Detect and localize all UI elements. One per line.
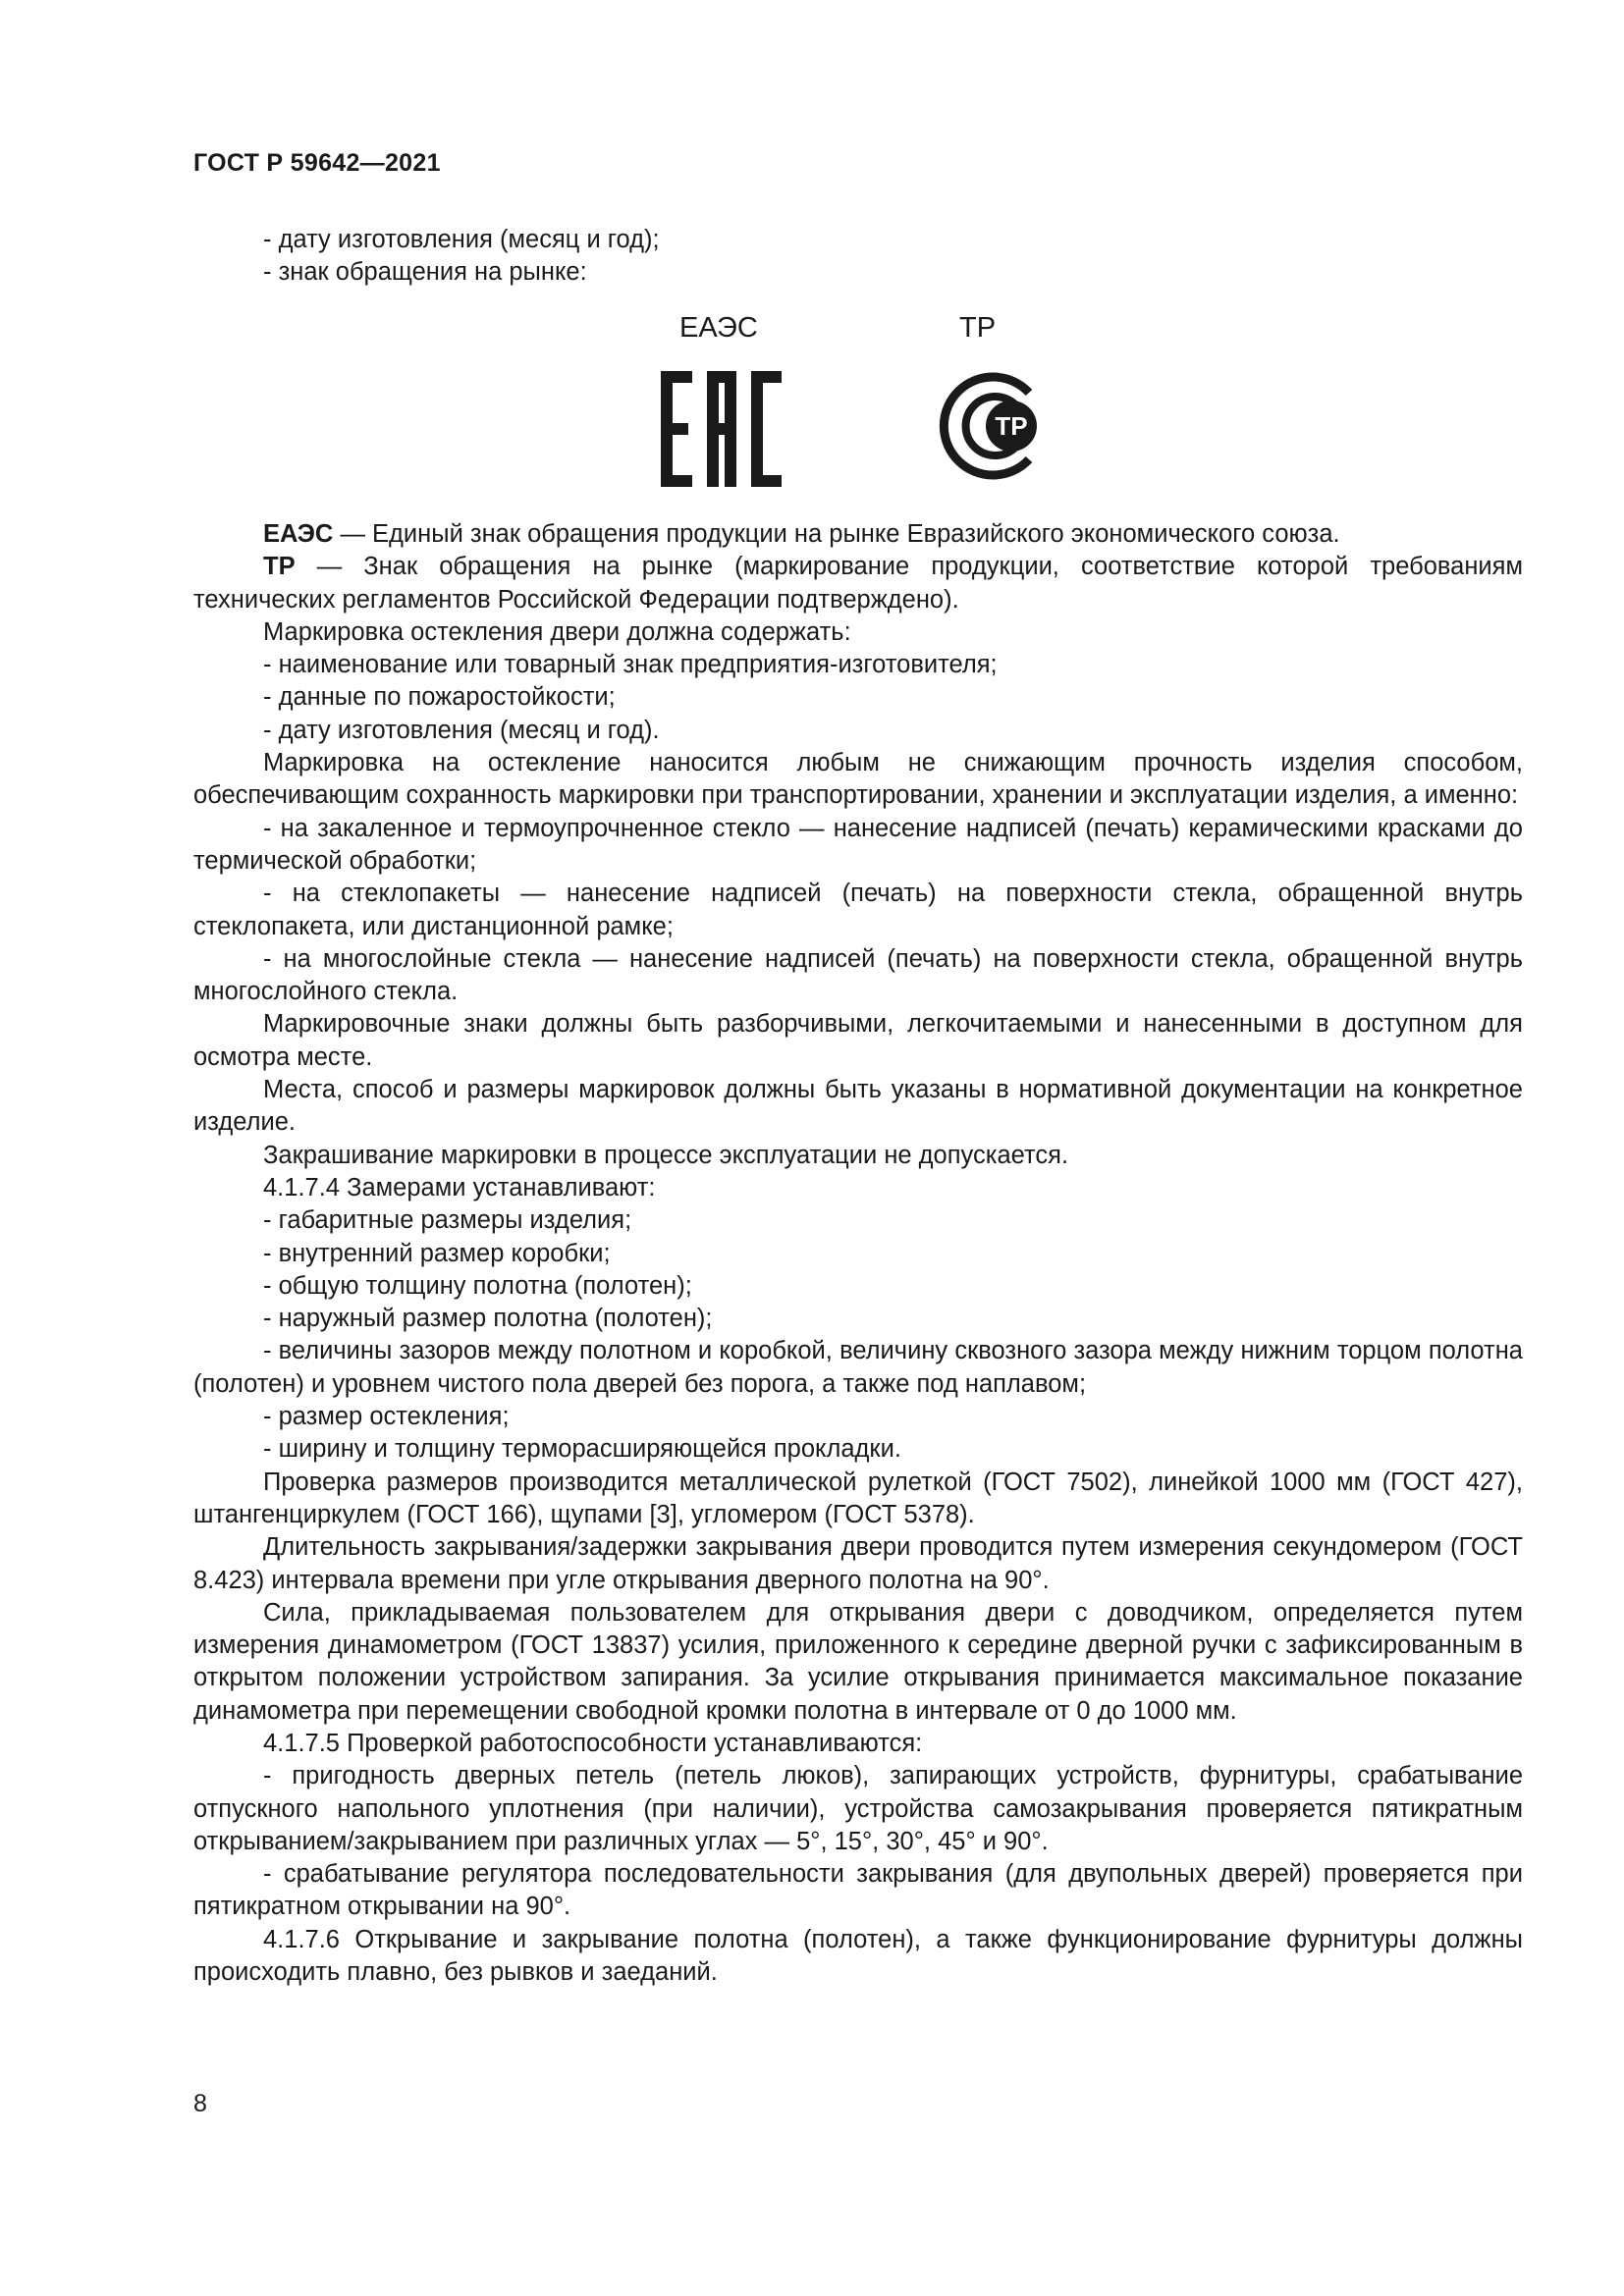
list-item: - наружный размер полотна (полотен); <box>263 1305 713 1333</box>
list-item: - на многослойные стекла — нанесение надписей (печать) на поверхности стекла, обращенной внутрь многослойного стекла. <box>193 944 1523 1006</box>
list-item: - наименование или товарный знак предприятия-изготовителя; <box>263 651 998 679</box>
eaes-term: ЕАЭС <box>263 520 334 548</box>
list-item: - данные по пожаростойкости; <box>263 683 616 712</box>
paragraph: Закрашивание маркировки в процессе эксплуатации не допускается. <box>263 1141 1069 1169</box>
list-item: - пригодность дверных петель (петель люков), запирающих устройств, фурнитуры, срабатывание отпускного напольного уплотнения (при наличии), устройства самозакрывания проверяется пятикратным открыванием/закрыванием при различных углах — 5°, 15°, 30°, 45° и 90°. <box>193 1762 1523 1855</box>
eac-logo-icon <box>658 371 795 487</box>
document-code-header: ГОСТ Р 59642—2021 <box>193 149 441 177</box>
tr-mark-label: ТР <box>959 312 997 344</box>
list-item: - дату изготовления (месяц и год); <box>263 226 660 253</box>
list-item: - срабатывание регулятора последовательности закрывания (для двупольных дверей) проверяется при пятикратном открывании на 90°. <box>193 1860 1523 1921</box>
market-marks <box>0 312 1624 499</box>
paragraph: Проверка размеров производится металлической рулеткой (ГОСТ 7502), линейкой 1000 мм (ГОСТ 427), штангенциркулем (ГОСТ 166), щупами [3], угломером (ГОСТ 5378). <box>193 1468 1523 1528</box>
main-text <box>193 518 1523 1989</box>
list-item: - знак обращения на рынке: <box>263 258 587 287</box>
paragraph: Места, способ и размеры маркировок должны быть указаны в нормативной документации на конкретное изделие. <box>193 1076 1523 1137</box>
tr-term: ТР <box>263 553 296 581</box>
list-item: - внутренний размер коробки; <box>263 1239 611 1267</box>
tr-logo-icon <box>913 369 1060 487</box>
list-item: - габаритные размеры изделия; <box>263 1206 632 1235</box>
list-item: - дату изготовления (месяц и год). <box>263 716 660 744</box>
page-number: 8 <box>193 2090 207 2117</box>
list-item: - на закаленное и термоупрочненное стекло — нанесение надписей (печать) керамическими красками до термической обработки; <box>193 814 1523 875</box>
intro-list <box>193 224 1523 290</box>
section-4-1-7-4: 4.1.7.4 Замерами устанавливают: <box>263 1173 656 1201</box>
list-item: - размер остекления; <box>263 1403 510 1431</box>
paragraph: Сила, прикладываемая пользователем для открывания двери с доводчиком, определяется путем измерения динамометром (ГОСТ 13837) усилия, приложенного к середине дверной ручки с зафиксированным в открытом положении устройством запирания. За усилие открывания принимается максимальное показание динамометра при перемещении свободной кромки полотна в интервале от 0 до 1000 мм. <box>193 1598 1523 1725</box>
list-item: - на стеклопакеты — нанесение надписей (печать) на поверхности стекла, обращенной внутрь стеклопакета, или дистанционной рамке; <box>193 880 1523 940</box>
paragraph: Длительность закрывания/задержки закрывания двери проводится путем измерения секундомером (ГОСТ 8.423) интервала времени при угле открывания дверного полотна на 90°. <box>193 1533 1523 1594</box>
paragraph: Маркировка остекления двери должна содержать: <box>263 617 851 646</box>
list-item: - ширину и толщину терморасширяющейся прокладки. <box>263 1435 901 1464</box>
list-item: - величины зазоров между полотном и коробкой, величину сквозного зазора между нижним торцом полотна (полотен) и уровнем чистого пола дверей без порога, а также под наплавом; <box>193 1337 1523 1398</box>
eaes-mark-label: ЕАЭС <box>679 312 758 344</box>
section-4-1-7-6: 4.1.7.6 Открывание и закрывание полотна (полотен), а также функционирование фурнитуры должны происходить плавно, без рывков и заеданий. <box>193 1925 1523 1987</box>
list-item: - общую толщину полотна (полотен); <box>263 1271 692 1300</box>
paragraph: Маркировочные знаки должны быть разборчивыми, легкочитаемыми и нанесенными в доступном для осмотра месте. <box>193 1010 1523 1071</box>
eaes-definition: ЕАЭС — Единый знак обращения продукции на рынке Евразийского экономического союза. <box>263 520 1340 548</box>
paragraph: Маркировка на остекление наносится любым не снижающим прочность изделия способом, обеспечивающим сохранность маркировки при транспортировании, хранении и эксплуатации изделия, а именно: <box>193 749 1523 810</box>
section-4-1-7-5: 4.1.7.5 Проверкой работоспособности устанавливаются: <box>263 1729 923 1757</box>
tr-definition: ТР — Знак обращения на рынке (маркирование продукции, соответствие которой требованиям технических регламентов Российской Федерации подтверждено). <box>193 553 1523 614</box>
svg-text:ТР: ТР <box>995 411 1028 441</box>
